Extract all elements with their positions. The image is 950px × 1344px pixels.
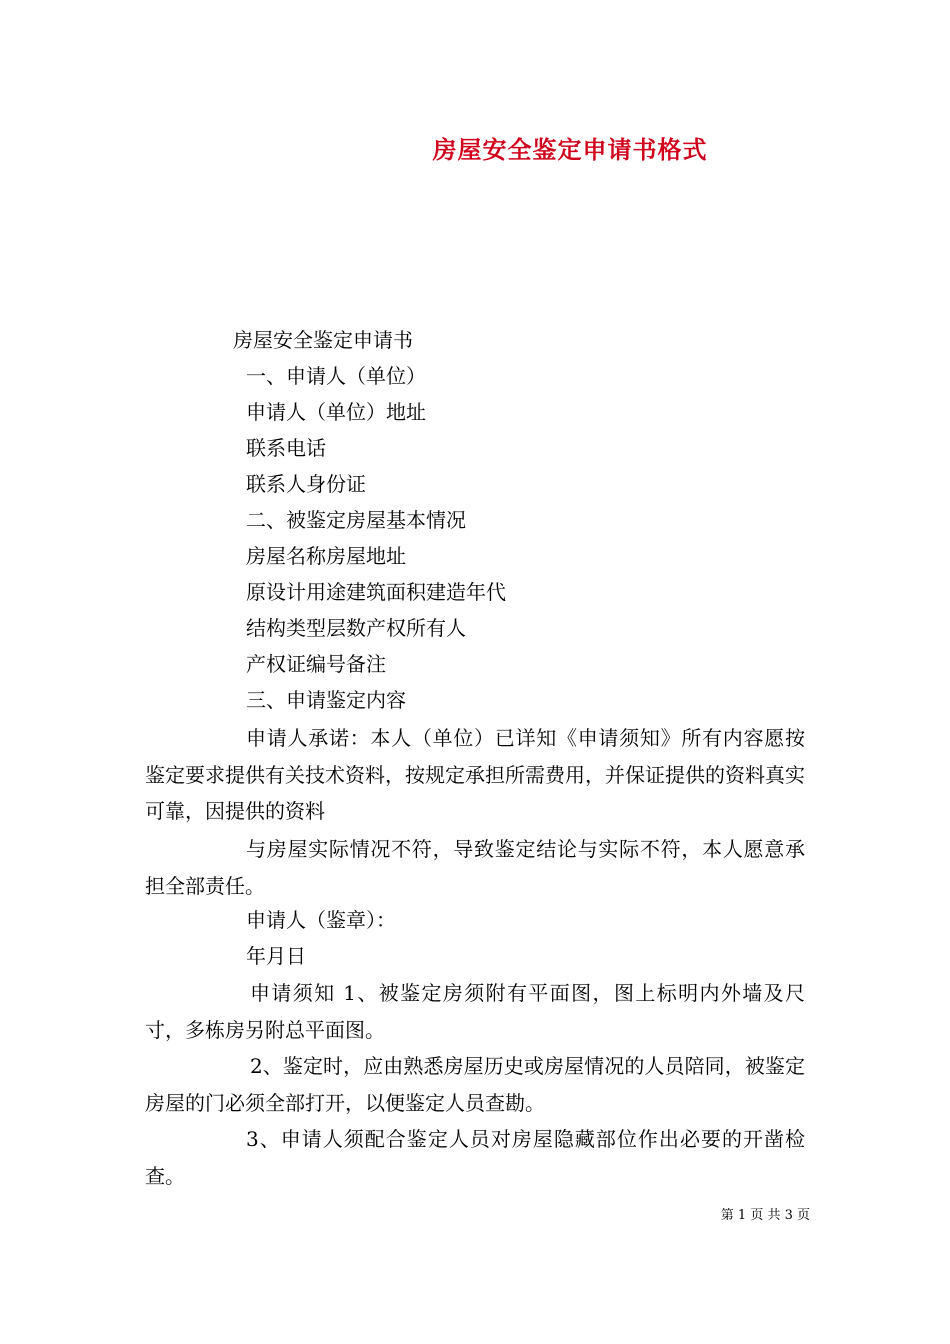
field-phone: 联系电话 (246, 436, 326, 460)
note-1: 申请须知 1、被鉴定房须附有平面图，图上标明内外墙及尺寸，多栋房另附总平面图。 (145, 981, 805, 1042)
field-design-use: 原设计用途建筑面积建造年代 (246, 580, 506, 604)
field-house-name-address: 房屋名称房屋地址 (246, 544, 406, 568)
note-2: 2、鉴定时，应由熟悉房屋历史或房屋情况的人员陪同，被鉴定房屋的门必须全部打开，以便鉴定人员查勘。 (145, 1054, 805, 1115)
field-structure-type: 结构类型层数产权所有人 (246, 616, 466, 640)
note-3: 3、申请人须配合鉴定人员对房屋隐藏部位作出必要的开凿检查。 (145, 1127, 805, 1188)
document-title: 房屋安全鉴定申请书格式 (432, 136, 708, 164)
section-applicant: 一、申请人（单位） (246, 364, 426, 388)
field-certificate-no: 产权证编号备注 (246, 652, 386, 676)
signature-line: 申请人（鉴章）： (246, 908, 396, 932)
form-heading: 房屋安全鉴定申请书 (233, 328, 413, 352)
responsibility-paragraph: 与房屋实际情况不符，导致鉴定结论与实际不符，本人愿意承担全部责任。 (145, 837, 805, 898)
field-applicant-address: 申请人（单位）地址 (246, 400, 426, 424)
section-house-info: 二、被鉴定房屋基本情况 (246, 508, 466, 532)
page-number: 第 1 页 共 3 页 (720, 1208, 810, 1223)
section-content: 三、申请鉴定内容 (246, 688, 406, 712)
field-contact-id: 联系人身份证 (246, 472, 366, 496)
commitment-paragraph: 申请人承诺：本人（单位）已详知《申请须知》所有内容愿按鉴定要求提供有关技术资料，按规定承担所需费用，并保证提供的资料真实可靠，因提供的资料 (145, 726, 805, 823)
date-line: 年月日 (246, 944, 306, 968)
